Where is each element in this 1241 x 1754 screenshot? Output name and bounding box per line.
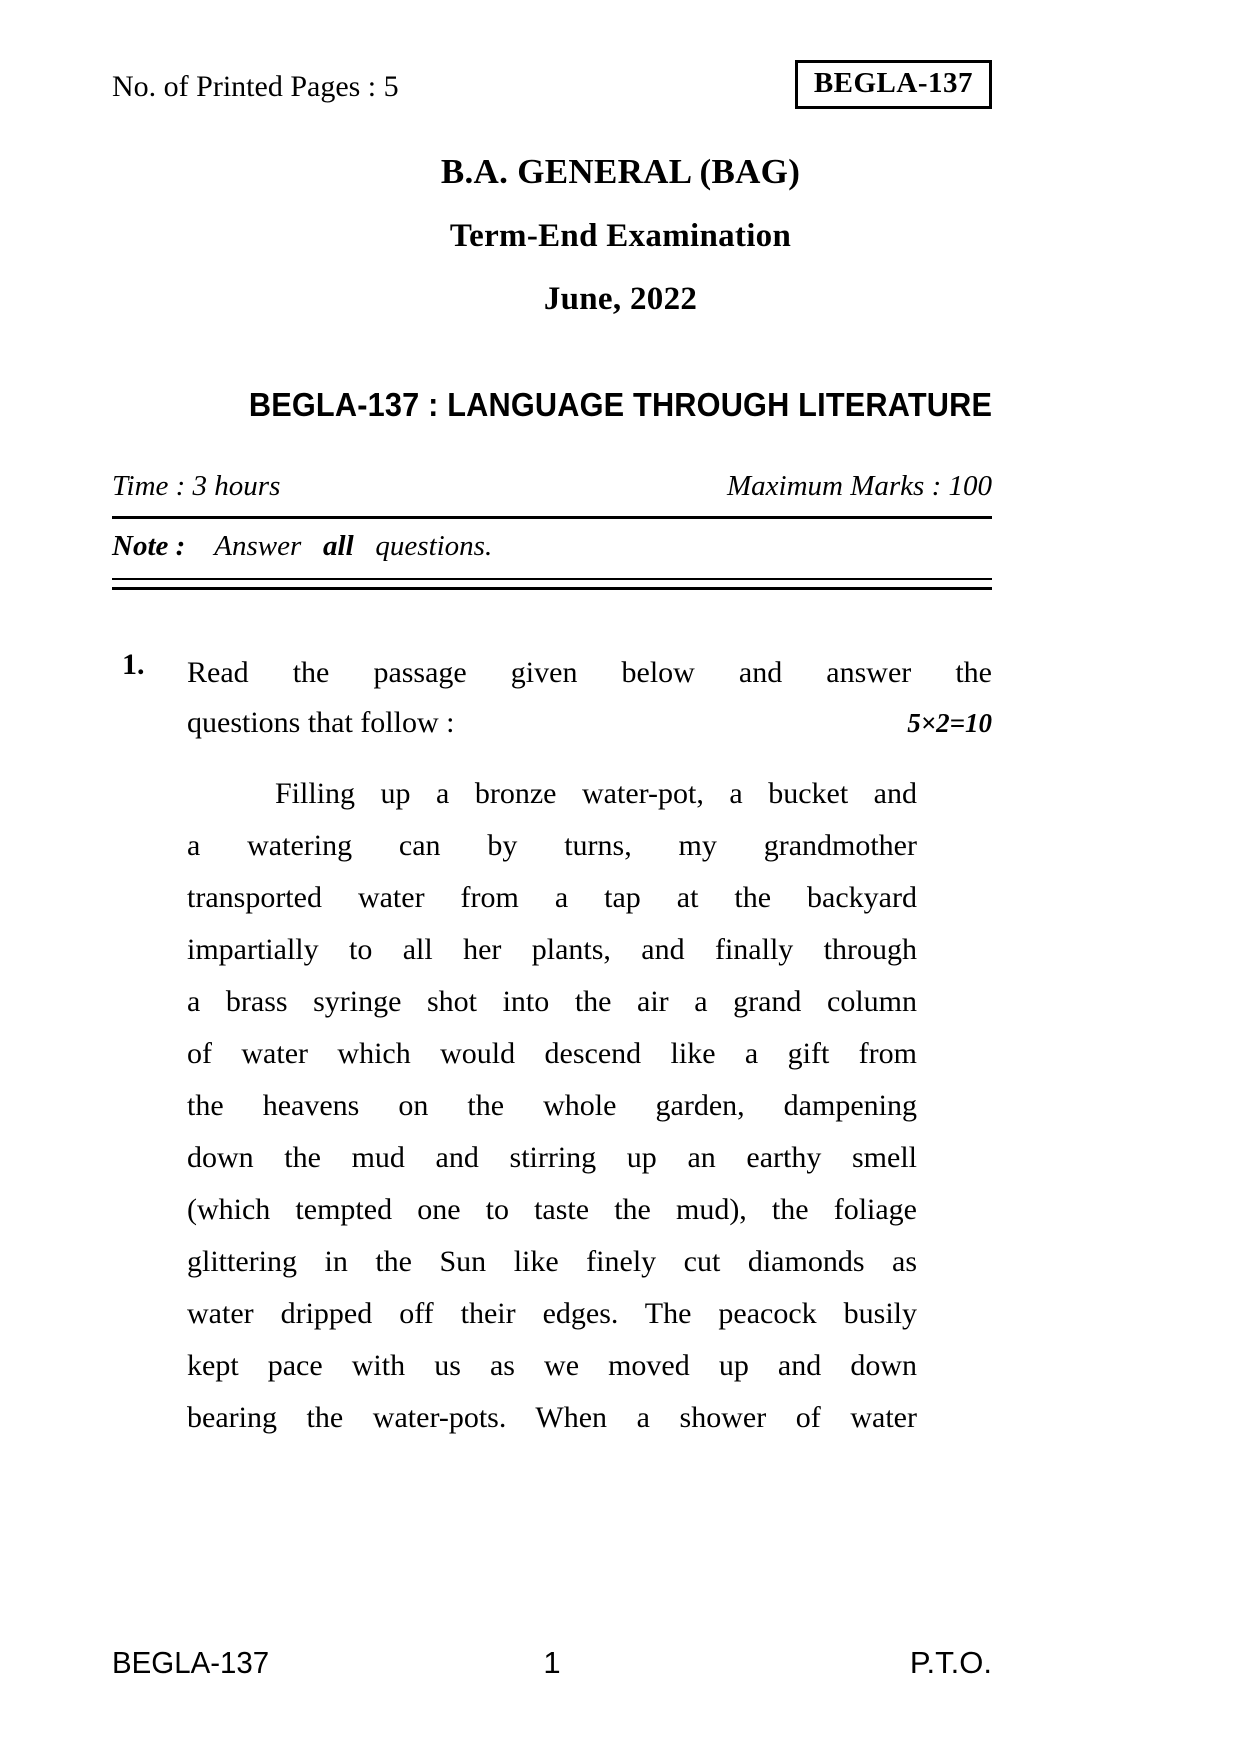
question-marks: 5×2=10: [907, 708, 992, 738]
question-row: [112, 648, 992, 748]
paper-code-box: BEGLA-137: [795, 60, 992, 109]
maximum-marks: Maximum Marks : 100: [727, 470, 992, 502]
footer-paper-code: BEGLA-137: [112, 1645, 270, 1680]
session-title: June, 2022: [543, 281, 698, 317]
page-header: [112, 60, 992, 116]
programme-title: B.A. GENERAL (BAG): [440, 152, 801, 191]
passage-line: bearing the water-pots. When a shower of water: [187, 1401, 917, 1434]
footer-page-number: 1: [543, 1645, 561, 1680]
passage-text: [187, 768, 917, 1444]
note-text-emphasis: all: [323, 530, 354, 562]
page-footer: [112, 1645, 992, 1691]
passage-line: kept pace with us as we moved up and down: [187, 1349, 917, 1382]
passage-line: Filling up a bronze water-pot, a bucket and: [275, 777, 917, 810]
note-row: [112, 530, 992, 570]
question-text-line-1: Read the passage given below and answer the: [187, 656, 992, 689]
passage-line: a brass syringe shot into the air a grand column: [187, 985, 917, 1018]
title-block: [0, 152, 1241, 318]
footer-pto-label: P.T.O.: [909, 1645, 992, 1680]
passage-line: water dripped off their edges. The peacock busily: [187, 1297, 917, 1330]
passage-line: glittering in the Sun like finely cut diamonds as: [187, 1245, 917, 1278]
note-text-before: Answer: [214, 530, 302, 562]
passage-line: a watering can by turns, my grandmother: [187, 829, 917, 862]
passage-line: impartially to all her plants, and finally through: [187, 933, 917, 966]
question-body: [187, 648, 992, 748]
subject-title: BEGLA-137 : LANGUAGE THROUGH LITERATURE: [248, 386, 993, 423]
meta-divider-rule: [112, 516, 992, 519]
examination-title: Term-End Examination: [449, 218, 792, 254]
note-divider-double-rule: [112, 578, 992, 590]
note-text-after: questions.: [375, 530, 493, 562]
note-label: Note :: [112, 530, 186, 562]
passage-line: (which tempted one to taste the mud), the foliage: [187, 1193, 917, 1226]
question-block-1: [112, 648, 992, 748]
passage-line: the heavens on the whole garden, dampening: [187, 1089, 917, 1122]
passage-line: of water which would descend like a gift from: [187, 1037, 917, 1070]
passage-line: down the mud and stirring up an earthy smell: [187, 1141, 917, 1174]
question-number: 1.: [122, 648, 145, 681]
printed-pages-label: No. of Printed Pages : 5: [112, 70, 399, 103]
question-text-line-2-row: [187, 698, 992, 748]
passage-line: transported water from a tap at the backyard: [187, 881, 917, 914]
question-text-line-2: questions that follow :: [187, 706, 455, 739]
exam-meta-row: [112, 470, 992, 508]
time-allowed: Time : 3 hours: [112, 470, 281, 502]
